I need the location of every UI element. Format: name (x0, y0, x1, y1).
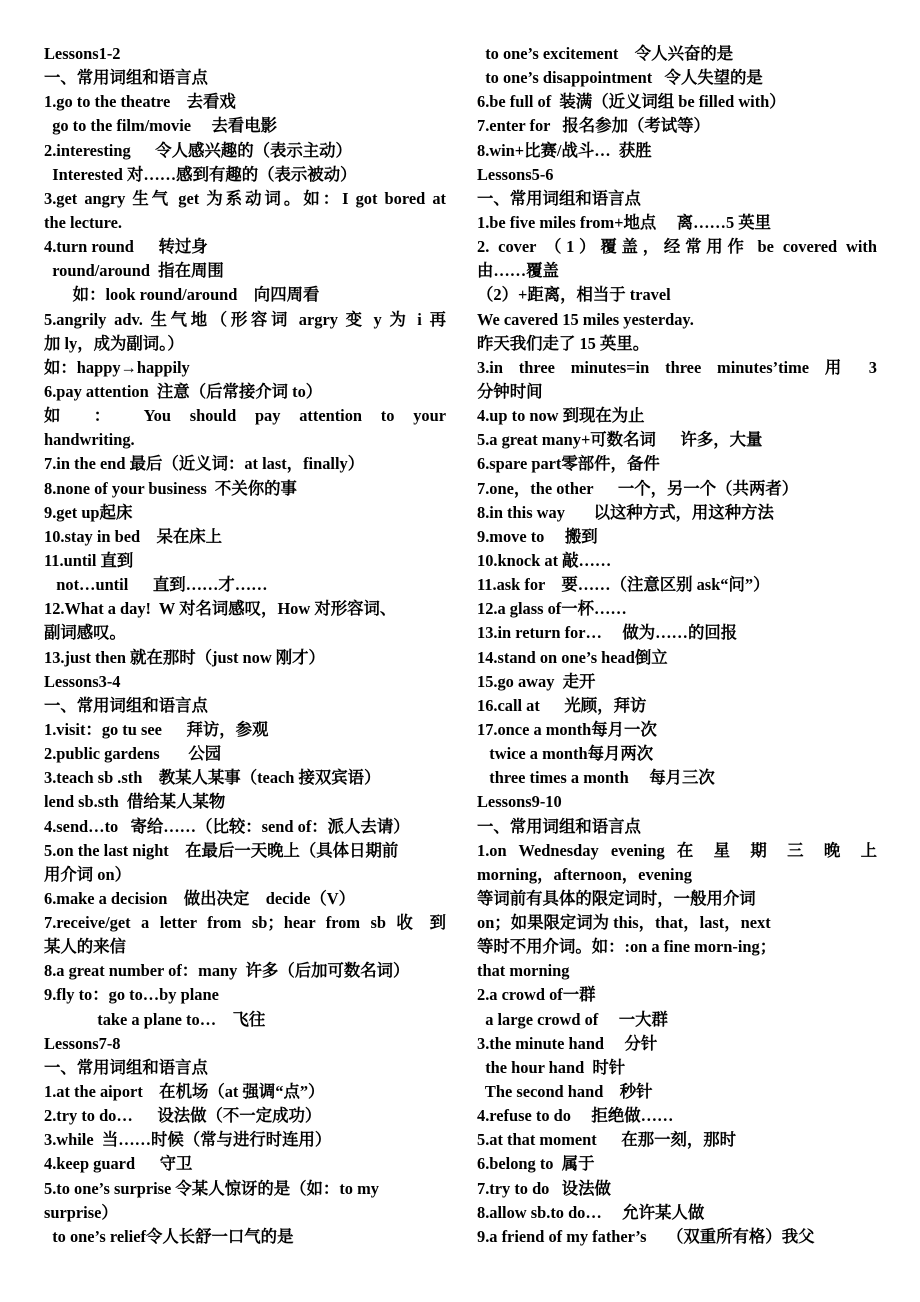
text-line: three times a month 每月三次 (477, 768, 715, 788)
text-line: 等词前有具体的限定词时，一般用介词 (477, 888, 756, 908)
text-line: 如 ： You should pay attention to your (44, 406, 446, 426)
text-line: 12.a glass of一杯…… (477, 599, 627, 619)
text-line: 副词感叹。 (44, 623, 126, 643)
section-heading: 一、常用词组和语言点 (44, 1057, 208, 1077)
text-line: 13.in return for… 做为……的回报 (477, 623, 738, 643)
text-line: 分钟时间 (477, 381, 543, 401)
text-line: 3.in three minutes=in three minutes’time 用 3 (477, 357, 877, 377)
lesson-heading: Lessons3-4 (44, 671, 121, 691)
text-line: 由……覆盖 (477, 261, 559, 281)
text-line: 6.belong to 属于 (477, 1154, 595, 1174)
text-line: 2.try to do… 设法做（不一定成功） (44, 1106, 322, 1126)
text-line: 9.fly to：go to…by plane (44, 985, 219, 1005)
text-line: 2. cover （1）覆盖，经常用作 be covered with (477, 237, 877, 257)
text-line: 17.once a month每月一次 (477, 719, 657, 739)
text-line: lend sb.sth 借给某人某物 (44, 792, 226, 812)
text-line: 7.one，the other 一个，另一个（共两者） (477, 478, 799, 498)
text-line: 2.a crowd of一群 (477, 985, 596, 1005)
text-line: 3.teach sb .sth 教某人某事（teach 接双宾语） (44, 768, 381, 788)
text-line: 如：look round/around 向四周看 (44, 285, 320, 305)
text-line: to one’s excitement 令人兴奋的是 (477, 44, 734, 63)
text-line: 4.refuse to do 拒绝做…… (477, 1106, 674, 1126)
text-line: （2）+距离，相当于 travel (477, 285, 671, 305)
text-line: 11.until 直到 (44, 550, 134, 570)
text-line: 2.public gardens 公园 (44, 744, 222, 764)
lesson-heading: Lessons7-8 (44, 1033, 121, 1053)
text-line: 3.the minute hand 分针 (477, 1033, 658, 1053)
text-line: the lecture. (44, 212, 122, 232)
text-line: 8.in this way 以这种方式，用这种方法 (477, 502, 774, 522)
text-line: to one’s relief令人长舒一口气的是 (44, 1226, 294, 1246)
text-line: 7.in the end 最后（近义词：at last，finally） (44, 454, 365, 474)
text-line: 4.up to now 到现在为止 (477, 406, 645, 426)
text-line: The second hand 秒针 (477, 1082, 653, 1102)
text-line: 4.turn round 转过身 (44, 237, 208, 257)
section-heading: 一、常用词组和语言点 (477, 188, 641, 208)
text-line: twice a month每月两次 (477, 744, 654, 764)
text-line: 某人的来信 (44, 937, 126, 957)
text-line: We cavered 15 miles yesterday. (477, 309, 694, 329)
text-line: 5.a great many+可数名词 许多，大量 (477, 430, 763, 450)
text-line: 4.keep guard 守卫 (44, 1154, 193, 1174)
text-line: on；如果限定词为 this，that，last，next (477, 913, 771, 933)
text-line: 12.What a day! W 对名词感叹，How 对形容词、 (44, 599, 397, 619)
text-line: 3.get angry 生气 get 为系动词。如：I got bored at (44, 188, 446, 208)
text-line: 10.knock at 敲…… (477, 550, 612, 570)
text-line: 用介词 on） (44, 864, 131, 884)
text-line: Interested 对……感到有趣的（表示被动） (44, 164, 357, 184)
text-line: 6.make a decision 做出决定 decide（V） (44, 888, 355, 908)
text-line: 如：happy→happily (44, 357, 190, 377)
text-line: 11.ask for 要……（注意区别 ask“问”） (477, 575, 770, 595)
text-line: the hour hand 时针 (477, 1057, 626, 1077)
text-line: 1.at the aiport 在机场（at 强调“点”） (44, 1082, 325, 1102)
text-line: 5.on the last night 在最后一天晚上（具体日期前 (44, 840, 399, 860)
text-line: 昨天我们走了 15 英里。 (477, 333, 650, 353)
text-line: morning，afternoon，evening (477, 864, 692, 884)
text-line: 7.receive/get a letter from sb；hear from sb 收 到 (44, 913, 446, 933)
text-line: 14.stand on one’s head倒立 (477, 647, 668, 667)
text-line: that morning (477, 961, 570, 981)
text-line: 10.stay in bed 呆在床上 (44, 526, 223, 546)
text-line: 5.to one’s surprise 令某人惊讶的是（如：to my (44, 1178, 379, 1198)
text-line: 7.enter for 报名参加（考试等） (477, 116, 710, 136)
text-line: 5.angrily adv. 生气地（形容词 argry 变 y 为 i 再 (44, 309, 446, 329)
text-line: 2.interesting 令人感兴趣的（表示主动） (44, 140, 352, 160)
text-line: round/around 指在周围 (44, 261, 224, 281)
text-line: 8.a great number of：many 许多（后加可数名词） (44, 961, 410, 981)
text-line: handwriting. (44, 430, 135, 450)
text-line: 7.try to do 设法做 (477, 1178, 611, 1198)
text-line: surprise） (44, 1202, 118, 1222)
section-heading: 一、常用词组和语言点 (44, 695, 208, 715)
text-line: 13.just then 就在那时（just now 刚才） (44, 647, 325, 667)
text-line: 9.get up起床 (44, 502, 133, 522)
text-line: 1.on Wednesday evening 在 星 期 三 晚 上 (477, 840, 877, 860)
lesson-heading: Lessons5-6 (477, 164, 554, 184)
text-line: 1.be five miles from+地点 离……5 英里 (477, 212, 772, 232)
text-line: 16.call at 光顾，拜访 (477, 695, 647, 715)
text-line: 15.go away 走开 (477, 671, 596, 691)
left-column (44, 42, 446, 1249)
text-line: 8.none of your business 不关你的事 (44, 478, 297, 498)
lesson-heading: Lessons9-10 (477, 792, 562, 812)
text-line: go to the film/movie 去看电影 (44, 116, 278, 136)
text-line: 3.while 当……时候（常与进行时连用） (44, 1130, 332, 1150)
text-line: 6.spare part零部件，备件 (477, 454, 660, 474)
text-line: 6.pay attention 注意（后常接介词 to） (44, 381, 323, 401)
right-column (477, 42, 877, 1249)
lesson-heading: Lessons1-2 (44, 44, 121, 63)
text-line: 9.move to 搬到 (477, 526, 598, 546)
section-heading: 一、常用词组和语言点 (477, 816, 641, 836)
text-line: 9.a friend of my father’s （双重所有格）我父 (477, 1226, 815, 1246)
text-line: 5.at that moment 在那一刻，那时 (477, 1130, 737, 1150)
text-line: 8.win+比赛/战斗… 获胜 (477, 140, 652, 160)
text-line: 1.go to the theatre 去看戏 (44, 92, 236, 112)
text-line: 6.be full of 装满（近义词组 be filled with） (477, 92, 786, 112)
text-line: take a plane to… 飞往 (44, 1009, 266, 1029)
text-line: 8.allow sb.to do… 允许某人做 (477, 1202, 705, 1222)
text-line: 加 ly，成为副词。） (44, 333, 184, 353)
text-line: 4.send…to 寄给……（比较：send of：派人去请） (44, 816, 410, 836)
text-line: 1.visit：go tu see 拜访，参观 (44, 719, 269, 739)
text-line: 等时不用介词。如：:on a fine morn-ing； (477, 937, 777, 957)
text-line: a large crowd of 一大群 (477, 1009, 668, 1029)
section-heading: 一、常用词组和语言点 (44, 68, 208, 88)
text-line: not…until 直到……才…… (44, 575, 268, 595)
text-line: to one’s disappointment 令人失望的是 (477, 68, 763, 88)
